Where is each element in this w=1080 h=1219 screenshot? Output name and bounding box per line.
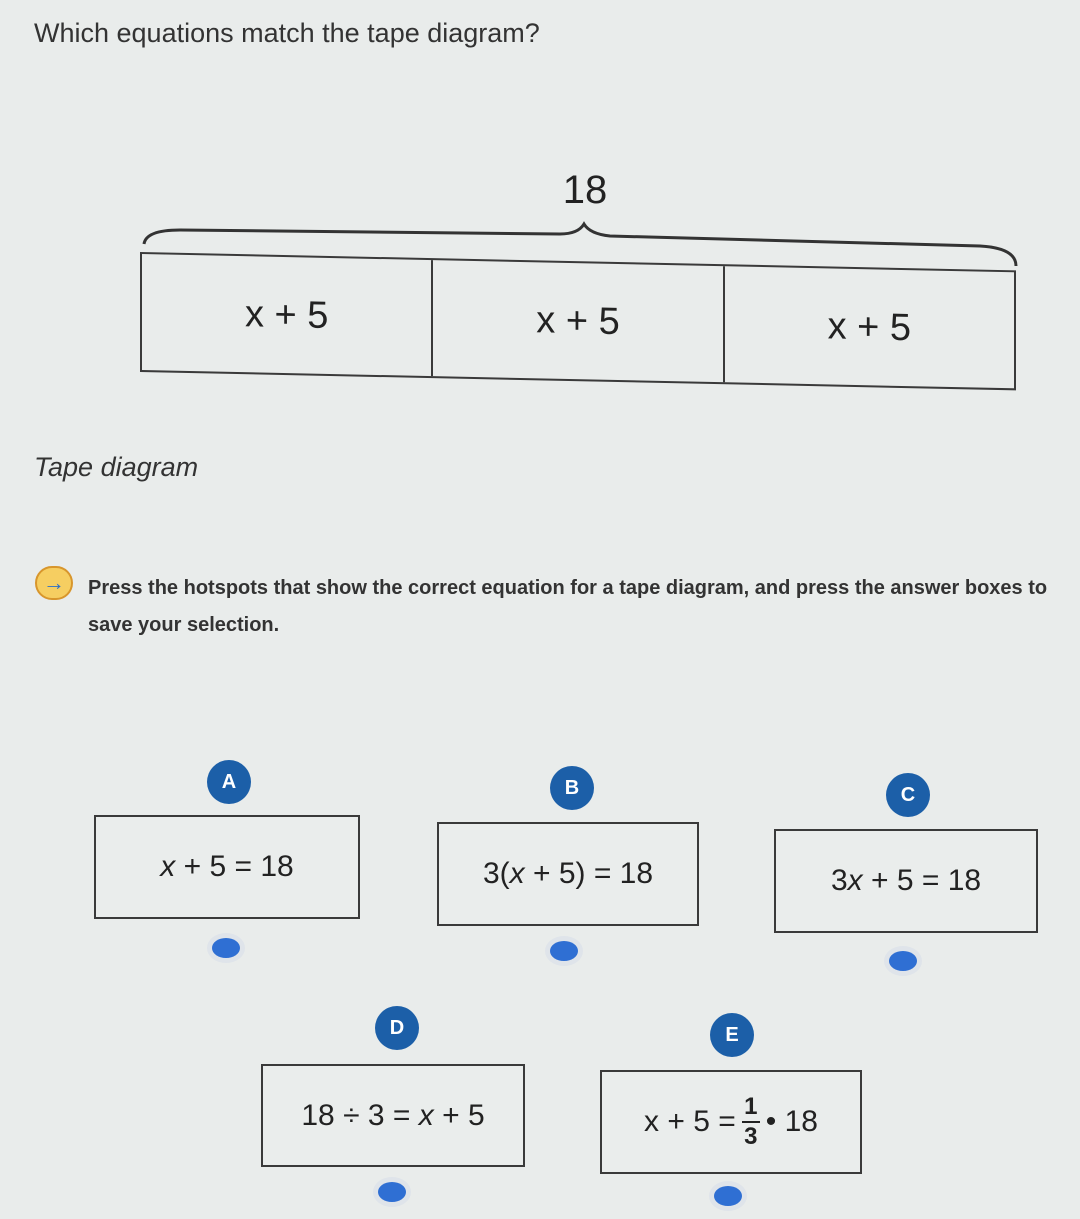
option-e-badge: E [710, 1013, 754, 1057]
option-c-badge: C [886, 773, 930, 817]
fraction-one-third: $\frac{1}{3}$ [742, 1095, 760, 1149]
option-a-badge: A [207, 760, 251, 804]
option-c-equation: 3x + 5 = 18 [830, 864, 982, 897]
option-b-radio[interactable] [550, 941, 578, 961]
tape-segment: x + 5 [433, 260, 724, 382]
option-c-box[interactable] [774, 829, 1038, 933]
option-d-equation: 18 ÷ 3 = x + 5 [301, 1098, 485, 1132]
option-b-badge: B [550, 766, 594, 810]
option-a-radio[interactable] [212, 938, 240, 958]
tape-caption: Tape diagram [34, 452, 199, 482]
arrow-right-icon: → [35, 566, 73, 600]
option-c-radio[interactable] [889, 951, 917, 971]
option-d-badge: D [375, 1006, 419, 1050]
option-b-equation: 3(x + 5) = 18 [482, 857, 654, 890]
option-d-box[interactable] [261, 1064, 525, 1167]
option-e-equation: x + 5 = $\frac{1}{3}$ • 18 [644, 1093, 818, 1150]
option-e-radio[interactable] [714, 1186, 742, 1206]
option-a-box[interactable] [94, 815, 360, 919]
tape-diagram [140, 252, 1016, 390]
tape-total-label: 18 [562, 168, 608, 212]
instruction-text: Press the hotspots that show the correct equation for a tape diagram, and press the answer boxes to save your selection. [88, 577, 1048, 636]
option-d-radio[interactable] [378, 1182, 406, 1202]
tape-segment: x + 5 [827, 304, 912, 349]
option-e-box[interactable] [600, 1070, 862, 1174]
tape-segment: x + 5 [142, 254, 433, 376]
option-b-box[interactable] [437, 822, 699, 926]
question-title: Which equations match the tape diagram? [34, 18, 540, 48]
option-a-equation: x + 5 = 18 [160, 850, 294, 883]
